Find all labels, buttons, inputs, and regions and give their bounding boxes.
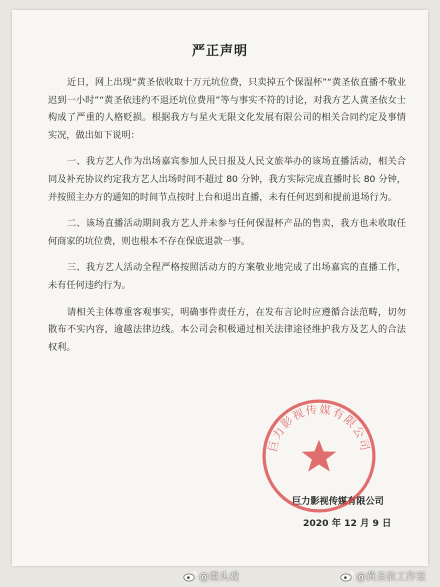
statement-page bbox=[12, 10, 428, 566]
watermark-right bbox=[340, 568, 426, 583]
paragraph-point-3: 三、我方艺人活动全程严格按照活动方的方案敬业地完成了出场嘉宾的直播工作，未有任何违约行为。 bbox=[48, 262, 406, 291]
watermark-left-text: @重头戏 bbox=[199, 572, 239, 583]
paragraph-closing: 请相关主体尊重客观事实，明确事件责任方，在发布言论时应遵循合法范畴，切勿散布不实内容，逾越法律边线。本公司会积极通过相关法律途径维护我方及艺人的合法权利。 bbox=[48, 306, 406, 353]
paragraph-intro: 近日，网上出现“黄圣依收取十万元坑位费，只卖掉五个保湿杯”“黄圣依直播不敬业迟到一小时”“黄圣依违约不退还坑位费用”等与事实不符的讨论，对我方艺人黄圣依女士构成了严重的人格贬损。根据我方与星火无限文化发展有限公司的相关合同约定及事情实况，做出如下说明： bbox=[48, 77, 406, 141]
paragraph-point-1: 一、我方艺人作为出场嘉宾参加人民日报及人民文旅举办的该场直播活动，相关合同及补充协议约定我方艺人出场时间不超过 80 分钟，我方实际完成直播时长 80 分钟，并按照主办方的通知的时间节点按时上台和退出直播，未有任何迟到和提前退场行为。 bbox=[48, 156, 406, 203]
weibo-icon bbox=[183, 570, 197, 582]
watermark-left bbox=[183, 568, 239, 583]
document-title: 严正声明 bbox=[191, 44, 248, 59]
statement-date: 2020 年 12 月 9 日 bbox=[303, 518, 392, 529]
watermark-right-text: @黄圣依工作室 bbox=[356, 572, 426, 583]
paragraph-point-2: 二、该场直播活动期间我方艺人并未参与任何保湿杯产品的售卖，我方也未收取任何商家的坑位费，则也根本不存在保底退款一事。 bbox=[48, 218, 406, 247]
company-signature: 巨力影视传媒有限公司 bbox=[292, 496, 384, 507]
weibo-icon bbox=[340, 570, 354, 582]
svg-text:巨力影视传媒有限公司: 巨力影视传媒有限公司 bbox=[266, 402, 372, 454]
statement-body bbox=[48, 74, 406, 356]
